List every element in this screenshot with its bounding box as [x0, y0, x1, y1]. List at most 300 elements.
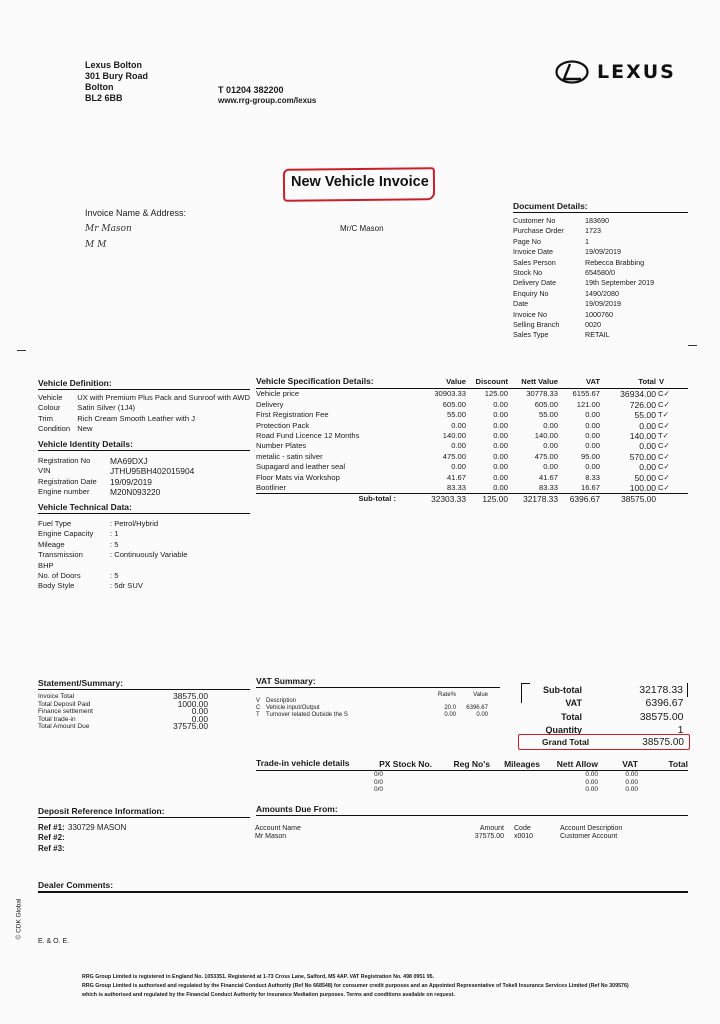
vat-row — [256, 705, 488, 712]
vehicle-definition-heading: Vehicle Definition: — [38, 378, 250, 390]
vat-desc: Description — [266, 698, 297, 704]
invoice-name-line2: M M — [85, 240, 107, 250]
trade-in-spacer — [432, 771, 490, 779]
spec-cell: 0.00 — [493, 472, 508, 482]
spec-row — [256, 473, 688, 483]
spec-cell: 0.00 — [493, 462, 508, 472]
deposit-ref-row — [38, 823, 126, 833]
spec-cell: 30778.33 — [526, 389, 558, 399]
totals-label: Total — [561, 711, 582, 722]
invoice-title: New Vehicle Invoice — [291, 174, 429, 190]
doc-detail-label: Page No — [513, 236, 541, 246]
kv-row — [38, 561, 188, 571]
vat-code: C — [256, 705, 261, 711]
deposit-reference-heading: Deposit Reference Information: — [38, 806, 250, 818]
doc-detail-label: Enquiry No — [513, 288, 549, 298]
document-details-heading: Document Details: — [513, 201, 688, 213]
doc-detail-label: Customer No — [513, 216, 556, 225]
spec-cell: 0.00 — [543, 462, 558, 472]
check-icon: C✓ — [658, 399, 670, 409]
vehicle-technical-heading: Vehicle Technical Data: — [38, 502, 250, 514]
spec-row — [256, 441, 688, 451]
lexus-l-logo-icon — [555, 60, 589, 84]
amounts-col-account-name: Account Name — [255, 825, 301, 832]
spec-cell: 0.00 — [639, 420, 656, 431]
spec-cell: 16.67 — [580, 483, 600, 493]
check-icon: C✓ — [658, 483, 670, 493]
spec-item: metalic - satin silver — [256, 451, 323, 461]
spec-row — [256, 452, 688, 462]
totals-table — [530, 683, 688, 737]
kv-row — [38, 540, 188, 550]
doc-detail-value: 654580/0 — [585, 268, 615, 278]
vat-value: 0.00 — [476, 712, 488, 718]
spec-item: Vehicle price — [256, 389, 300, 399]
vat-code: V — [256, 698, 261, 704]
doc-detail-value: 0020 — [585, 320, 601, 330]
spec-row — [256, 389, 688, 400]
customer-name: Mr/C Mason — [340, 224, 384, 233]
totals-row — [530, 697, 688, 711]
kv-label: Colour — [38, 403, 61, 413]
trade-in-spacer — [638, 779, 688, 787]
statement-label: Finance settlement — [38, 708, 93, 716]
doc-detail-row — [513, 247, 654, 257]
spec-cell: 140.00 — [629, 431, 656, 442]
doc-detail-label: Sales Person — [513, 257, 556, 267]
spec-cell: 0.00 — [451, 462, 466, 472]
kv-value: 19/09/2019 — [110, 476, 152, 487]
spec-col-value: Value — [446, 377, 466, 386]
spec-cell: 125.00 — [484, 389, 508, 399]
trade-in-spacer — [256, 779, 374, 787]
spec-col-total: Total — [638, 377, 656, 386]
spec-cell: 0.00 — [493, 399, 508, 409]
check-icon: C✓ — [658, 472, 670, 482]
dealer-phone: T 01204 382200 — [218, 85, 284, 95]
doc-detail-value: 1723 — [585, 226, 601, 236]
statement-heading: Statement/Summary: — [38, 678, 250, 690]
spec-cell: 475.00 — [442, 451, 466, 461]
margin-mark — [688, 345, 697, 346]
dealer-comments — [38, 880, 688, 893]
kv-label: No. of Doors — [38, 571, 81, 581]
vehicle-definition — [38, 378, 250, 435]
trade-in-vat: 0.00 — [625, 778, 638, 786]
kv-label: Transmission — [38, 550, 83, 560]
spec-item: Supagard and leather seal — [256, 462, 346, 472]
trade-in-row — [256, 771, 688, 779]
spec-row — [256, 410, 688, 420]
kv-value: : 5dr SUV — [110, 581, 143, 591]
trade-in-spacer — [432, 779, 490, 787]
spec-cell: 0.00 — [585, 441, 600, 451]
vehicle-identity-table — [38, 456, 194, 498]
deposit-ref-value — [68, 833, 126, 843]
kv-row — [38, 414, 250, 424]
deposit-ref-row — [38, 833, 126, 843]
spec-heading: Vehicle Specification Details: — [256, 376, 374, 386]
spec-cell: 0.00 — [493, 483, 508, 493]
kv-value: M20N093220 — [110, 487, 161, 498]
statement-row — [38, 708, 208, 716]
amounts-col-account-desc: Account Description — [560, 825, 623, 832]
trade-in-col: Total — [668, 759, 688, 769]
spec-col-nett: Nett Value — [521, 377, 558, 386]
statement-value: 1000.00 — [177, 698, 208, 709]
statement-row — [38, 723, 208, 731]
check-icon: C✓ — [658, 420, 670, 430]
kv-value: MA69DXJ — [110, 456, 148, 466]
check-icon: T✓ — [658, 431, 670, 441]
totals-value: 6396.67 — [645, 697, 684, 710]
spec-cell: 0.00 — [493, 451, 508, 461]
kv-label: Body Style — [38, 581, 75, 591]
spec-subtotal-value: 32303.33 — [431, 494, 466, 505]
trade-in-spacer — [638, 771, 688, 779]
grand-total-label: Grand Total — [542, 737, 590, 747]
trade-in-spacer — [638, 786, 688, 794]
trade-in-col: Nett Allow — [556, 759, 598, 769]
kv-value: : 5 — [110, 571, 119, 581]
statement-value: 0.00 — [191, 706, 208, 717]
totals-value: 38575.00 — [639, 710, 684, 723]
statement-label: Total trade-in — [38, 715, 76, 723]
kv-value: Rich Cream Smooth Leather with J — [77, 413, 196, 423]
spec-subtotal-label: Sub-total : — [358, 494, 396, 504]
doc-detail-value: 19/09/2019 — [585, 247, 621, 257]
footer — [82, 973, 702, 1000]
spec-cell: 605.00 — [534, 399, 558, 409]
kv-label: Fuel Type — [38, 519, 72, 528]
kv-label: Trim — [38, 413, 53, 423]
trade-in-row — [256, 779, 688, 787]
spec-cell: 0.00 — [451, 441, 466, 451]
spec-cell: 0.00 — [585, 462, 600, 472]
doc-detail-label: Purchase Order — [513, 226, 564, 236]
doc-detail-value: RETAIL — [585, 330, 610, 340]
spec-subtotal-empty — [656, 494, 688, 505]
trade-in-spacer — [432, 786, 490, 794]
kv-label: Condition — [38, 424, 71, 434]
spec-cell: 50.00 — [634, 472, 656, 483]
spec-item: Number Plates — [256, 441, 307, 451]
vehicle-identity — [38, 439, 250, 498]
dealer-website: www.rrg-group.com/lexus — [218, 96, 317, 105]
kv-label: Registration Date — [38, 476, 97, 486]
spec-cell: 0.00 — [543, 420, 558, 430]
spec-cell: 726.00 — [629, 399, 656, 410]
kv-row — [38, 571, 188, 581]
spec-cell: 55.00 — [446, 410, 466, 420]
trade-in-allow: 0.00 — [585, 786, 598, 794]
spec-cell: 0.00 — [493, 420, 508, 430]
kv-label: Vehicle — [38, 393, 63, 402]
spec-cell: 0.00 — [639, 462, 656, 473]
kv-label: Mileage — [38, 539, 65, 549]
spec-cell: 95.00 — [580, 451, 600, 461]
kv-row — [38, 487, 194, 497]
doc-detail-row — [513, 226, 654, 236]
spec-subtotal-value: 125.00 — [482, 494, 508, 505]
kv-row — [38, 477, 194, 487]
trade-in-spacer — [490, 771, 540, 779]
vehicle-spec — [256, 376, 688, 505]
trade-in-row — [256, 786, 688, 794]
statement-table — [38, 693, 208, 731]
vehicle-technical-table — [38, 519, 188, 592]
kv-value: : Continuously Variable — [110, 550, 188, 560]
vehicle-spec-table — [256, 376, 688, 505]
statement-value: 38575.00 — [173, 691, 208, 701]
vat-row — [256, 712, 488, 719]
statement-label: Total Deposit Paid — [38, 700, 91, 708]
amounts-due-heading: Amounts Due From: — [256, 804, 688, 816]
doc-detail-row — [513, 299, 654, 309]
doc-detail-label: Delivery Date — [513, 278, 557, 288]
kv-value: UX with Premium Plus Pack and Sunroof with AWD — [77, 393, 250, 402]
spec-row — [256, 462, 688, 472]
deposit-reference — [38, 806, 250, 854]
kv-row — [38, 519, 188, 529]
kv-row — [38, 550, 188, 560]
doc-detail-row — [513, 258, 654, 268]
kv-row — [38, 393, 250, 403]
deposit-ref-value: 330729 MASON — [68, 823, 127, 832]
spec-cell: 0.00 — [639, 441, 656, 452]
deposit-ref-value — [68, 844, 126, 854]
doc-detail-row — [513, 216, 654, 226]
kv-row — [38, 424, 250, 434]
trade-in-allow: 0.00 — [585, 771, 598, 778]
spec-item: First Registration Fee — [256, 410, 329, 420]
spec-cell: 140.00 — [534, 431, 558, 441]
totals-row — [530, 710, 688, 724]
spec-row — [256, 431, 688, 441]
doc-detail-row — [513, 320, 654, 330]
footer-line: RRG Group Limited is registered in England No. 1053351. Registered at 1-73 Cross Lane, Salford, M5 4AP. VAT Registration No. 498 0951 95. — [82, 974, 435, 980]
spec-row — [256, 421, 688, 431]
deposit-ref-label: Ref #3: — [38, 843, 65, 853]
dealer-address — [85, 60, 148, 104]
check-icon: C✓ — [658, 451, 670, 461]
spec-cell: 0.00 — [585, 431, 600, 441]
spec-col-vat: VAT — [585, 377, 600, 386]
spec-col-v: V — [659, 377, 665, 386]
dealer-comments-heading: Dealer Comments: — [38, 880, 688, 893]
doc-detail-value: 1000760 — [585, 309, 613, 319]
spec-cell: 475.00 — [534, 451, 558, 461]
kv-row — [38, 581, 188, 591]
totals-value: 32178.33 — [596, 683, 688, 697]
spec-row — [256, 400, 688, 410]
amounts-col-amount: Amount — [479, 825, 504, 832]
doc-detail-value: 1490/2080 — [585, 288, 619, 298]
dealer-line: BL2 6BB — [85, 93, 123, 103]
trade-in-allow: 0.00 — [585, 778, 598, 786]
vehicle-technical — [38, 502, 250, 592]
kv-label: Engine Capacity — [38, 529, 94, 539]
vat-summary-heading: VAT Summary: — [256, 676, 500, 688]
check-icon: C✓ — [658, 441, 670, 451]
kv-label: VIN — [38, 466, 51, 476]
vat-rate: 20.0 — [444, 705, 456, 711]
spec-cell: 0.00 — [451, 420, 466, 430]
kv-value: : 1 — [110, 529, 119, 539]
spec-subtotal-value: 38575.00 — [621, 494, 656, 505]
spec-cell: 0.00 — [493, 431, 508, 441]
kv-value: : Petrol/Hybrid — [110, 519, 159, 528]
totals-block — [530, 683, 688, 737]
spec-subtotal-value: 32178.33 — [523, 494, 558, 505]
kv-value: : 5 — [110, 539, 119, 549]
doc-detail-label: Date — [513, 299, 529, 309]
deposit-reference-table — [38, 823, 126, 854]
spec-cell: 605.00 — [442, 399, 466, 409]
doc-detail-label: Stock No — [513, 268, 543, 278]
totals-value: 1 — [677, 724, 684, 737]
totals-label: Sub-total — [543, 684, 582, 695]
dealer-line: 301 Bury Road — [85, 71, 149, 81]
statement-summary — [38, 678, 250, 731]
kv-value: JTHU95BH402015904 — [110, 466, 195, 477]
spec-cell: 0.00 — [585, 410, 600, 420]
grand-total-value: 38575.00 — [642, 737, 684, 748]
kv-row — [38, 403, 250, 413]
totals-label: VAT — [565, 698, 582, 709]
vat-summary-table — [256, 692, 488, 719]
totals-label: Quantity — [545, 725, 582, 736]
trade-in-vat: 0.00 — [625, 786, 638, 794]
spec-cell: 0.00 — [585, 420, 600, 430]
spec-cell: 41.67 — [446, 472, 466, 482]
vat-col-value: Value — [473, 692, 488, 698]
spec-col-discount: Discount — [475, 377, 508, 386]
vehicle-identity-heading: Vehicle Identity Details: — [38, 439, 250, 451]
amounts-col-code: Code — [514, 825, 531, 832]
vat-value: 6396.67 — [466, 705, 488, 711]
trade-in-spacer — [256, 786, 374, 794]
spec-item: Delivery — [256, 399, 284, 409]
spec-subtotal-row — [256, 494, 688, 505]
doc-detail-row — [513, 330, 654, 340]
kv-label: Engine number — [38, 487, 90, 497]
spec-cell: 6155.67 — [572, 389, 600, 399]
deposit-ref-row — [38, 844, 126, 854]
doc-detail-row — [513, 237, 654, 247]
doc-detail-row — [513, 289, 654, 299]
doc-detail-value: 19th September 2019 — [585, 278, 655, 288]
trade-in-col: PX Stock No. — [379, 759, 432, 769]
spec-cell: 36934.00 — [620, 389, 656, 400]
trade-in-stock: 0/0 — [374, 778, 384, 786]
invoice-name-label: Invoice Name & Address: — [85, 208, 187, 218]
kv-value — [110, 561, 188, 571]
lexus-wordmark: LEXUS — [597, 61, 676, 83]
statement-row — [38, 701, 208, 709]
margin-mark — [17, 350, 26, 351]
check-icon: C✓ — [658, 462, 670, 472]
spec-cell: 83.33 — [538, 483, 558, 493]
spec-cell: 0.00 — [493, 410, 508, 420]
vat-rate — [426, 698, 456, 705]
spec-cell: 30903.33 — [434, 389, 466, 399]
spec-item: Bootliner — [256, 483, 286, 493]
kv-value: Satin Silver (1J4) — [77, 403, 136, 413]
spec-subtotal-value: 6396.67 — [569, 494, 600, 505]
doc-detail-label: Sales Type — [513, 330, 549, 340]
trade-in — [256, 758, 688, 794]
spec-item: Road Fund Licence 12 Months — [256, 431, 360, 441]
doc-detail-value: 19/09/2019 — [585, 299, 621, 309]
trade-in-stock: 0/0 — [374, 771, 384, 778]
document-details — [513, 201, 688, 341]
amounts-name: Mr Mason — [255, 833, 287, 840]
spec-cell: 55.00 — [538, 410, 558, 420]
deposit-ref-label: Ref #2: — [38, 833, 65, 843]
footer-line: RRG Group Limited is authorised and regulated by the Financial Conduct Authority (Ref No 668548) for consumer credit purposes and an Appointed Representative of Tokell Insurance Services Limited (Ref No 309576) — [82, 983, 629, 989]
totals-row — [530, 683, 688, 697]
vehicle-definition-table — [38, 393, 250, 435]
statement-value: 0.00 — [191, 713, 208, 724]
doc-detail-value: 183690 — [585, 216, 609, 225]
trade-in-col: Mileages — [504, 759, 540, 769]
spec-cell: 121.00 — [576, 399, 600, 409]
kv-row — [38, 529, 188, 539]
spec-item: Floor Mats via Workshop — [256, 472, 340, 482]
trade-in-col: Reg No's — [453, 759, 490, 769]
kv-label: Registration No — [38, 456, 91, 465]
amounts-amount: 37575.00 — [474, 833, 504, 840]
spec-cell: 41.67 — [538, 472, 558, 482]
spec-cell: 55.00 — [634, 410, 656, 421]
spec-item: Protection Pack — [256, 420, 310, 430]
trade-in-col: VAT — [622, 759, 638, 769]
kv-row — [38, 456, 194, 466]
spec-cell: 100.00 — [629, 483, 656, 494]
dealer-line: Bolton — [85, 82, 114, 92]
amounts-due — [256, 804, 688, 816]
spec-cell: 140.00 — [442, 431, 466, 441]
trade-in-spacer — [490, 779, 540, 787]
doc-detail-value: 1 — [585, 236, 589, 246]
vat-summary — [256, 676, 500, 719]
kv-row — [38, 466, 194, 476]
doc-detail-label: Invoice Date — [513, 247, 553, 257]
spec-row — [256, 483, 688, 494]
kv-label: BHP — [38, 560, 54, 570]
dealer-line: Lexus Bolton — [85, 60, 143, 70]
vat-desc: Vehicle input/Output — [266, 705, 320, 711]
doc-detail-value: Rebecca Brabbing — [585, 257, 645, 267]
spec-cell: 570.00 — [629, 451, 656, 462]
deposit-ref-label: Ref #1: — [38, 823, 65, 832]
vat-col-rate: Rate% — [437, 692, 456, 698]
kv-value: New — [77, 424, 93, 434]
vat-rate: 0.00 — [444, 712, 456, 718]
vat-value — [456, 698, 488, 705]
vat-desc: Turnover related Outside the S — [266, 712, 348, 718]
statement-label: Total Amount Due — [38, 723, 90, 731]
trade-in-spacer — [256, 771, 374, 779]
invoice-name-line1: Mr Mason — [85, 224, 132, 234]
spec-cell: 83.33 — [446, 483, 466, 493]
spec-cell: 0.00 — [543, 441, 558, 451]
spec-cell: 0.00 — [493, 441, 508, 451]
statement-label: Invoice Total — [38, 693, 75, 700]
lexus-logo — [555, 60, 676, 84]
amounts-code: x0010 — [514, 833, 534, 840]
